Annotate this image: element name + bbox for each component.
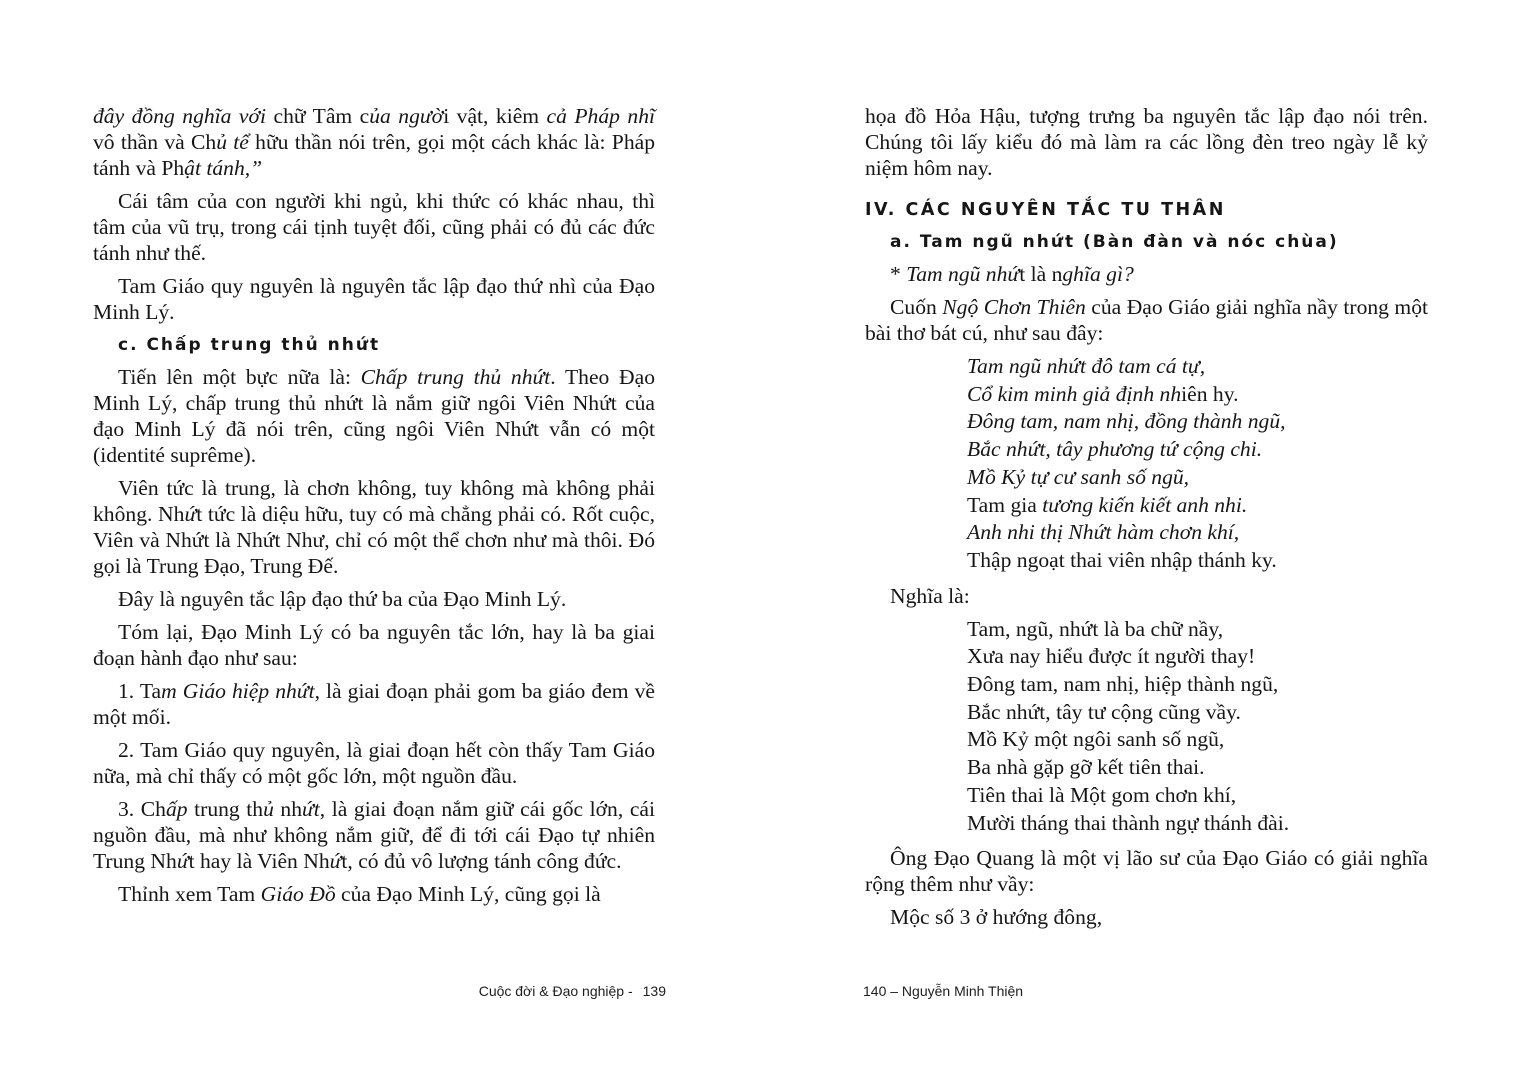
text-run: Ông Đạo Quang là một vị lão sư của Đạo Giáo có giải nghĩa rộng thêm như vầy: [865,846,1428,897]
text-run: tương kiến kiết anh nhi. [1042,492,1248,517]
paragraph [93,796,655,874]
right-paragraphs-mid [865,261,1428,346]
left-page-footer [479,981,666,1001]
paragraph [865,103,1428,181]
paragraph [93,103,655,181]
text-run: Chấp trung thủ nhứt [360,365,551,389]
text-run: ứ [184,502,197,526]
text-run: ủ tể [216,130,249,154]
text-run: Bắc nhứt, tây phương tứ cộng chi. [967,437,1263,462]
left-page [0,0,760,1075]
text-run: Thỉnh xem Tam [118,882,261,906]
paragraph [93,881,655,907]
poem-line [967,616,1428,644]
section-heading: IV. CÁC NGUYÊN TẮC TU THÂN [865,200,1226,220]
text-run: t là n [1019,262,1063,286]
text-run: Tiến lên một bực nữa là: [118,365,361,389]
text-run: Ba nhà gặp gỡ kết tiên thai. [967,755,1205,780]
poem-line [967,810,1428,838]
right-text-column [865,103,1428,937]
text-run: i vật, kiêm [443,104,547,128]
text-run: t hay là Viên Nh [188,849,330,873]
text-run: * [890,262,907,286]
right-paragraphs-end [865,845,1428,930]
poem-line [967,726,1428,754]
text-run: họa đồ Hỏa Hậu, tượng trưng ba nguyên tắc lập đạo nói trên. Chúng tôi lấy kiểu đó mà làm ra các lồng đèn treo ngày lễ kỷ niệm hôm nay. [865,104,1428,180]
text-run: của Đạo Minh Lý, cũng gọi là [335,882,601,906]
poem-line [967,436,1428,464]
paragraph [93,586,655,612]
text-run: Cái tâm của con người khi ngủ, khi thức có khác nhau, thì tâm của vũ trụ, trong cái tịnh tuyệt đối, cũng phải có đủ các đức tánh như thế. [93,189,655,265]
text-run: Cổ kim minh giả định nh [967,381,1182,406]
text-run: ủa ngườ [369,104,444,128]
poem-line [967,754,1428,782]
poem-line [967,464,1428,492]
paragraph [93,475,655,579]
text-run: trung th [187,797,264,821]
text-run: ủ [263,797,274,821]
poem-line [967,643,1428,671]
text-run: Đông tam, nam nhị, hiệp thành ngũ, [967,672,1279,697]
text-run: Đông tam, nam nhị, đồng thành ngũ, [967,409,1286,434]
left-paragraphs-after [93,364,655,907]
poem-translation [967,616,1428,838]
text-run: Đây là nguyên tắc lập đạo thứ ba của Đạo Minh Lý. [118,587,567,611]
footer-book-title: Cuộc đời & Đạo nghiệp - [478,983,633,999]
text-run: t tức là diệu hữu, tuy có mà chẳng phải có. Rốt cuộc, Viên và Nhứt là Nhứt Như, chỉ có một thể chơn như mà thôi. Đó gọi là Trung Đạo, Trung Đế. [93,502,655,578]
text-run: . Theo Đạo Minh Lý, chấp trung thủ nhứt là nắm giữ ngôi Viên Nhứt của đạo Minh Lý đã nói trên, cũng ngôi Viên Nhứt vẫn có một (identité suprême). [93,365,655,467]
text-run: Mười tháng thai thành ngự thánh đài. [967,810,1290,835]
paragraph [865,261,1428,287]
text-run: ứ [329,849,342,873]
text-run: Thập ngoạt thai viên nhập thánh ky. [967,547,1277,572]
text-run: 2. Tam Giáo quy nguyên, là giai đoạn hết còn thấy Tam Giáo nữa, mà chỉ thấy có một gốc lớn, một nguồn đầu. [93,738,655,788]
poem-original [967,353,1428,575]
footer-author: 140 – Nguyễn Minh Thiện [863,983,1024,999]
poem-line [967,353,1428,381]
text-run: , là giai đoạn nắm giữ cái gốc lớn, cái nguồn đầu, mà như không nắm giữ, để đi tới cái Đạo tự nhiên Trung Nh [93,797,655,873]
paragraph [865,294,1428,346]
right-page-footer [863,981,1023,1001]
text-run: Giáo Đồ [260,882,336,906]
paragraph [93,188,655,266]
text-run: ật tánh,” [184,156,263,180]
text-run: Tóm lại, Đạo Minh Lý có ba nguyên tắc lớn, hay là ba giai đoạn hành đạo như sau: [93,620,655,670]
paragraph [865,583,1428,609]
text-run: 1. Ta [118,679,162,703]
text-run: Tiên thai là Một gom chơn khí, [967,782,1237,807]
paragraph [93,364,655,468]
poem-line [967,408,1428,436]
text-run: Mồ Kỷ tự cư sanh số ngũ, [967,464,1190,489]
text-run: Anh nhi thị Nhứt hàm chơn khí, [967,520,1240,545]
text-run: Bắc nhứt, tây tư cộng cũng vầy. [967,699,1241,724]
text-run: Tam ngũ nhứt đô tam cá tự, [967,354,1206,378]
page-number-left: 139 [642,983,666,999]
poem-line [967,519,1428,547]
poem-line [967,381,1428,409]
text-run: 3. Ch [118,797,166,821]
text-run: , là giai đoạn phải gom ba giáo đem về một mối. [93,679,656,729]
text-run: Nghĩa là: [890,583,970,608]
paragraph [93,678,655,730]
poem-line [967,699,1428,727]
text-run: của Đạo Giáo giải nghĩa nầy trong một bài thơ bát cú, như sau đây: [865,295,1428,345]
text-run: nh [273,797,303,821]
poem-line [967,671,1428,699]
text-run: ấp [165,797,188,821]
text-run: iên hy. [1181,381,1239,406]
left-text-column [93,103,655,914]
text-run: Tam ngũ nhứ [906,262,1020,286]
left-paragraphs [93,103,655,325]
subheading-chap-trung: c. Chấp trung thủ nhứt [118,335,381,355]
text-run: Viên tức là trung, là chơn không, tuy không mà không phải không. Nh [93,476,655,526]
text-run: hữu thần nói trên, gọi một cách khác là: Pháp tánh và Ph [93,130,655,180]
paragraph [93,737,655,789]
text-run: ghĩa gì? [1062,262,1134,286]
text-run: Mồ Kỷ một ngôi sanh số ngũ, [967,727,1225,752]
text-run: Cuốn [890,295,943,319]
text-run: vô thần và Ch [93,130,217,154]
poem-line [967,492,1428,520]
paragraph [93,619,655,671]
subheading-tam-ngu-nhut: a. Tam ngũ nhứt (Bàn đàn và nóc chùa) [890,232,1339,252]
poem-line [967,782,1428,810]
text-run: Mộc số 3 ở hướng đông, [890,905,1103,930]
text-run: cả Pháp nhĩ [546,104,655,128]
poem-line [967,547,1428,575]
text-run: Tam, ngũ, nhứt là ba chữ nầy, [967,616,1224,641]
text-run: đây đồng nghĩa với [93,104,267,128]
right-page [760,0,1521,1075]
text-run: Tam Giáo quy nguyên là nguyên tắc lập đạo thứ nhì của Đạo Minh Lý. [93,274,655,324]
text-run: Ngộ Chơn Thiên [942,295,1086,319]
paragraph [865,904,1428,930]
text-run: Tam gia [967,492,1043,517]
paragraph [865,845,1428,897]
text-run: Xưa nay hiểu được ít người thay! [967,644,1256,669]
text-run: chữ Tâm c [266,104,370,128]
text-run: ứ [176,849,189,873]
text-run: m Giáo hiệp nhứt [161,679,315,703]
right-paragraphs-mid2 [865,583,1428,609]
paragraph [93,273,655,325]
text-run: ứt [302,797,320,821]
right-paragraphs [865,103,1428,181]
text-run: t, có đủ vô lượng tánh công đức. [341,849,622,873]
